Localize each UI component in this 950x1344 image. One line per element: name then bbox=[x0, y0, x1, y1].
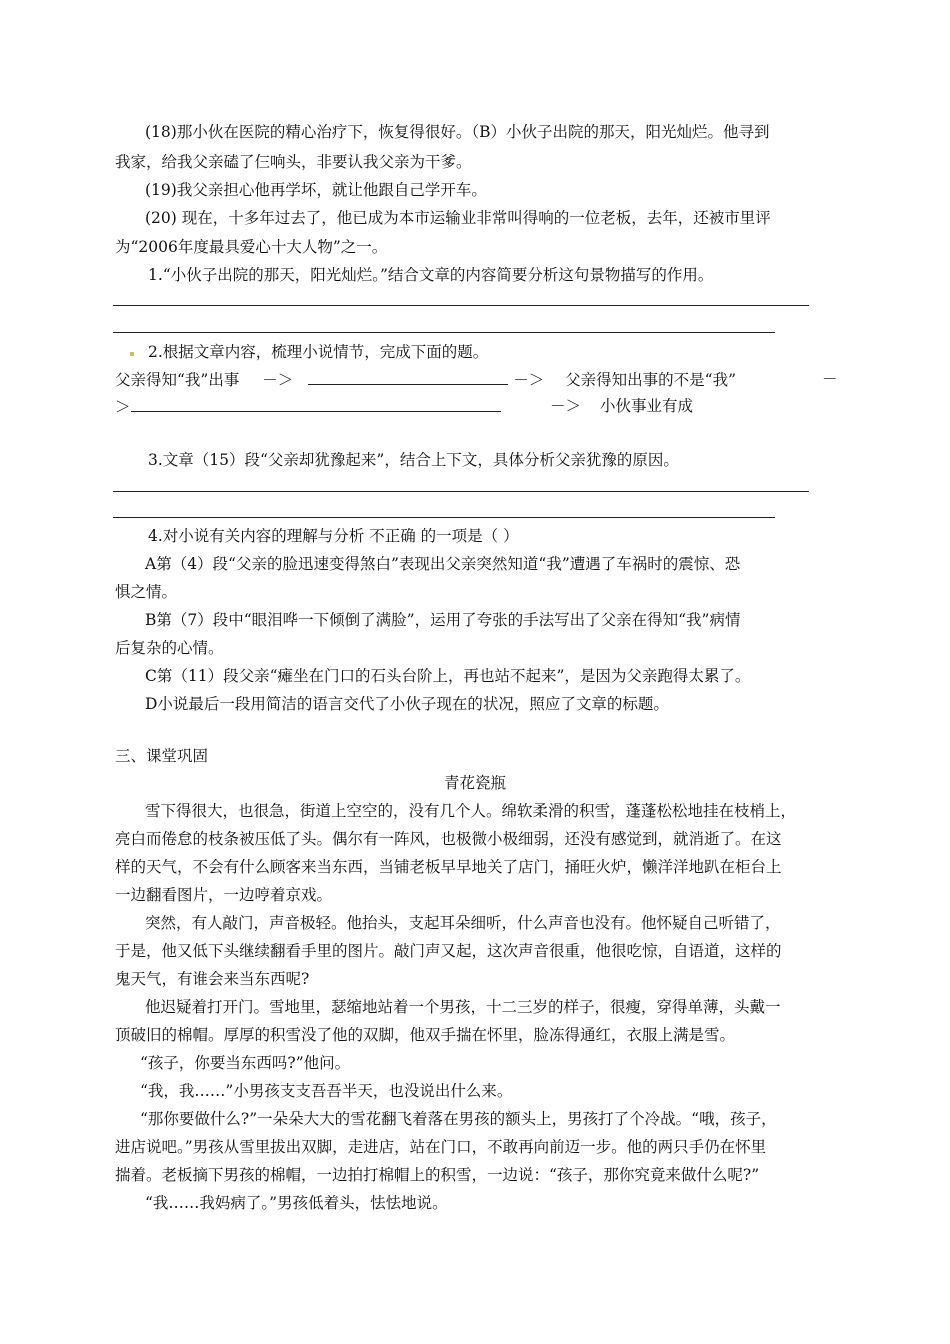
plot-arrow-1: －＞ bbox=[262, 371, 294, 389]
story-title: 青花瓷瓶 bbox=[443, 774, 506, 792]
answer-line-q1-1[interactable] bbox=[113, 305, 809, 306]
bullet-dot bbox=[130, 352, 134, 356]
story-line: 顶破旧的棉帽。厚厚的积雪没了他的双脚，他双手揣在怀里，脸冻得通红，衣服上满是雪。 bbox=[115, 1026, 736, 1044]
plot-row-1 bbox=[115, 369, 736, 390]
plot-row-2-end bbox=[550, 396, 693, 416]
paragraph-18-line-1: (18)那小伙在医院的精心治疗下，恢复得很好。（B）小伙子出院的那天，阳光灿烂。他寻到 bbox=[145, 123, 770, 141]
story-line: 于是，他又低下头继续翻看手里的图片。敲门声又起，这次声音很重，他很吃惊，自语道，这样的 bbox=[115, 942, 782, 960]
story-line: 揣着。老板摘下男孩的棉帽，一边拍打棉帽上的积雪，一边说：“孩子，那你究竟来做什么呢?” bbox=[115, 1166, 760, 1184]
option-a-line-2: 惧之情。 bbox=[115, 583, 178, 601]
plot-middle: 父亲得知出事的不是“我” bbox=[565, 371, 736, 389]
option-b-line-1: B第（7）段中“眼泪哗一下倾倒了满脸”，运用了夸张的手法写出了父亲在得知“我”病情 bbox=[145, 611, 741, 629]
story-line: 样的天气，不会有什么顾客来当东西，当铺老板早早地关了店门，捅旺火炉，懒洋洋地趴在柜台上 bbox=[115, 858, 782, 876]
option-a-line-1: A第（4）段“父亲的脸迅速变得煞白”表现出父亲突然知道“我”遭遇了车祸时的震惊、恐 bbox=[145, 555, 741, 573]
story-line: 进店说吧。”男孩从雪里拔出双脚，走进店，站在门口，不敢再向前迈一步。他的两只手仍在怀里 bbox=[115, 1138, 767, 1156]
paragraph-20-line-2: 为“2006年度最具爱心十大人物”之一。 bbox=[115, 238, 388, 256]
option-d: D小说最后一段用简洁的语言交代了小伙子现在的状况，照应了文章的标题。 bbox=[145, 695, 669, 713]
story-line: “我，我……”小男孩支支吾吾半天，也没说出什么来。 bbox=[140, 1082, 513, 1100]
question-4: 4.对小说有关内容的理解与分析 不正确 的一项是（ ） bbox=[148, 527, 519, 545]
paragraph-20-line-1: (20) 现在，十多年过去了，他已成为本市运输业非常叫得响的一位老板，去年，还被市里评 bbox=[145, 209, 771, 227]
story-line: 一边翻看图片，一边哼着京戏。 bbox=[115, 886, 333, 904]
answer-line-q3-2[interactable] bbox=[113, 517, 775, 518]
story-line: “那你要做什么?”一朵朵大大的雪花翻飞着落在男孩的额头上，男孩打了个冷战。“哦，孩子， bbox=[140, 1110, 777, 1128]
story-line: 鬼天气，有谁会来当东西呢? bbox=[115, 970, 310, 988]
paragraph-19: (19)我父亲担心他再学坏，就让他跟自己学开车。 bbox=[145, 181, 487, 199]
answer-line-q1-2[interactable] bbox=[113, 332, 775, 333]
plot-blank-1[interactable] bbox=[308, 369, 508, 385]
question-1: 1.“小伙子出院的那天，阳光灿烂。”结合文章的内容简要分析这句景物描写的作用。 bbox=[148, 266, 714, 284]
question-2: 2.根据文章内容，梳理小说情节，完成下面的题。 bbox=[148, 343, 489, 361]
plot-arrow-3-head: ＞ bbox=[115, 398, 131, 416]
story-line: “孩子，你要当东西吗?”他问。 bbox=[140, 1054, 351, 1072]
paragraph-18-line-2: 我家，给我父亲磕了仨响头，非要认我父亲为干爹。 bbox=[115, 153, 472, 171]
plot-arrow-4: －＞ bbox=[550, 397, 582, 415]
section-heading: 三、课堂巩固 bbox=[115, 747, 209, 765]
answer-line-q3-1[interactable] bbox=[113, 491, 809, 492]
plot-end: 小伙事业有成 bbox=[599, 397, 693, 415]
option-c: C第（11）段父亲“瘫坐在门口的石头台阶上，再也站不起来”，是因为父亲跑得太累了。 bbox=[145, 667, 751, 685]
story-line: 突然，有人敲门，声音极轻。他抬头，支起耳朵细听，什么声音也没有。他怀疑自己听错了， bbox=[145, 914, 781, 932]
plot-arrow-2: －＞ bbox=[513, 371, 545, 389]
story-line: “我……我妈病了。”男孩低着头，怯怯地说。 bbox=[145, 1194, 448, 1212]
story-line: 雪下得很大，也很急，街道上空空的，没有几个人。绵软柔滑的积雪，蓬蓬松松地挂在枝梢上， bbox=[145, 802, 797, 820]
plot-blank-2[interactable] bbox=[131, 396, 501, 412]
option-b-line-2: 后复杂的心情。 bbox=[115, 639, 224, 657]
story-line: 他迟疑着打开门。雪地里，瑟缩地站着一个男孩，十二三岁的样子，很瘦，穿得单薄，头戴一 bbox=[145, 998, 781, 1016]
story-line: 亮白而倦怠的枝条被压低了头。偶尔有一阵风，也极微小极细弱，还没有感觉到，就消逝了。在这 bbox=[115, 830, 782, 848]
plot-arrow-3-tail: － bbox=[822, 370, 838, 388]
plot-row-2 bbox=[115, 396, 501, 417]
plot-start: 父亲得知“我”出事 bbox=[115, 371, 240, 389]
question-3: 3.文章（15）段“父亲却犹豫起来”，结合上下文，具体分析父亲犹豫的原因。 bbox=[148, 451, 679, 469]
